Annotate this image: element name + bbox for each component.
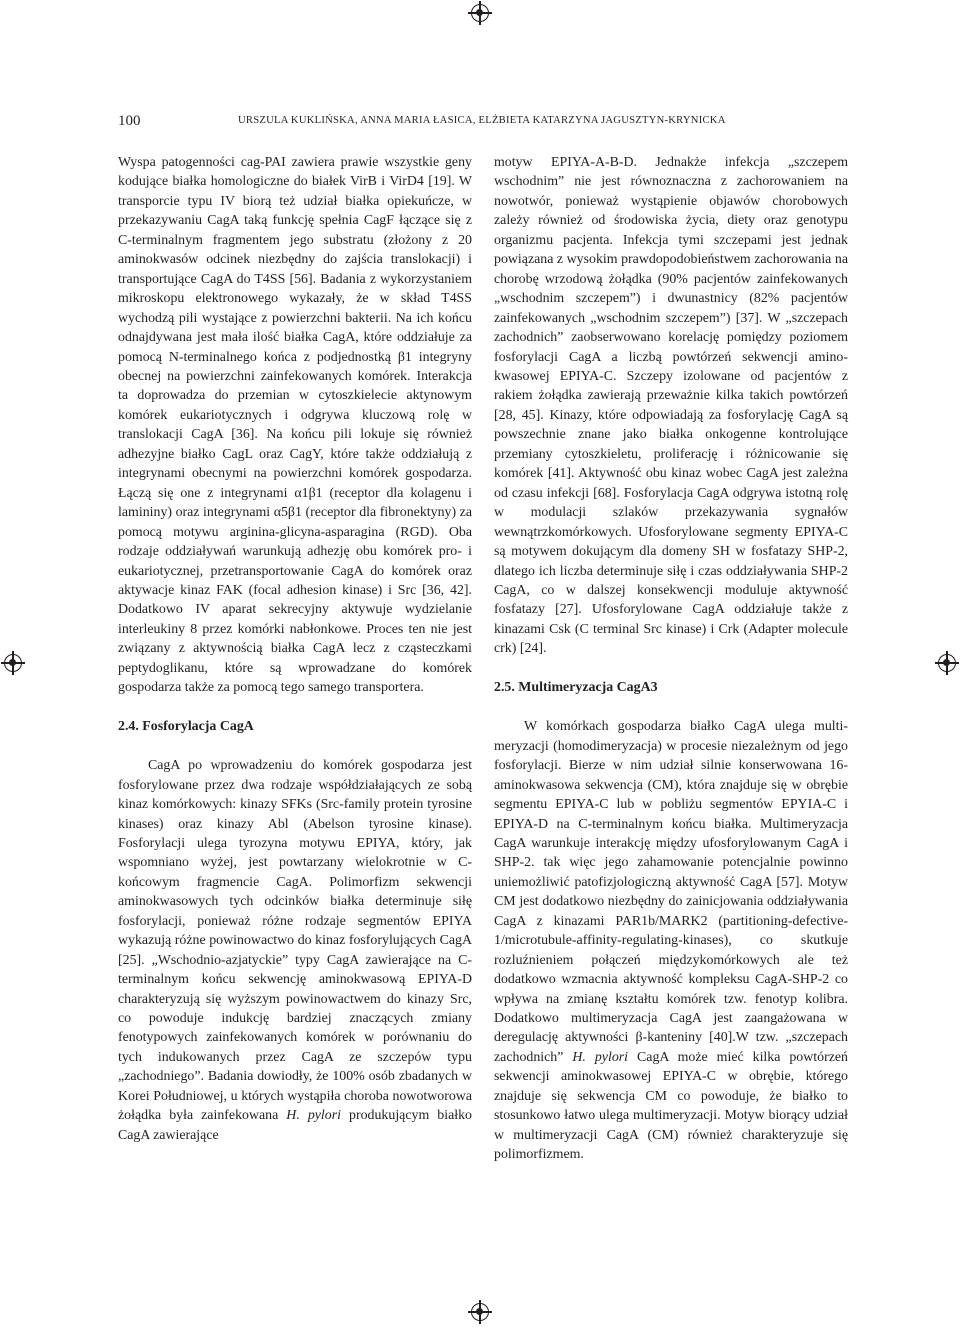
running-header [118,113,842,133]
body-paragraph: Wyspa patogenności cag-PAI zawiera prawie wszystkie geny kodujące białka homologiczne do białek VirB i VirD4 [19]. W transporcie typu IV biorą też udział białka opiekuńcze, w przekazywaniu CagA taką funkcję spełnia CagF łączące się z C-terminalnym fragmentem jego substratu (złożony z 20 aminokwasów odcinek niezbędny do zajścia translokacji) i transportujące CagA do T4SS [56]. Badania z wykorzystaniem mikroskopu elektronowego wykazały, że w skład T4SS wychodzą pili wystające z powierzchni bakterii. Na ich końcu odnajdywana jest mała ilość białka CagA, które oddziałuje za pomocą N-terminalnego końca z podjednostką β1 integryny obecnej na powierzchni zainfekowanych komórek. Interakcja ta doprowadza do przemian w cytoszkielecie aktynowym komórek eukariotycznych i odgrywa kluczową rolę w translokacji CagA [36]. Na końcu pili lokuje się również adhezyjne białko CagL oraz CagY, które także oddziałują z integrynami obecnymi na powierzchni komórek gospodarza. Łączą się one z integrynami α1β1 (receptor dla kolagenu i lamininy) oraz integrynami α5β1 (receptor dla fibronektyny) za pomocą motywu arginina-glicyna-asparagina (RGD). Oba rodzaje oddziaływań warunkują adhezję obu komórek pro- i eukariotycznej, przetransportowanie CagA do komórek oraz aktywacje kinaz FAK (focal adhesion kinase) i Src [36, 42]. Dodatkowo IV aparat sekrecyjny aktywuje wydzielanie interleukiny 8 przez komórki nabłonkowe. Proces ten nie jest związany z aktywnością białka CagA lecz z cząsteczkami peptydoglikanu, które są wprowadzane do komórek gospodarza także za pomocą tego samego transportera. [118,155,472,696]
left-column [118,153,472,1145]
species-name: H. pylori [572,1049,629,1065]
registration-mark-top [471,4,489,22]
registration-mark-left [4,654,22,672]
section-heading-2-4: 2.4. Fosforylacja CagA [118,719,254,735]
page-number: 100 [118,113,141,129]
species-name: H. pylori [286,1108,341,1124]
body-paragraph: CagA po wprowadzeniu do komórek gospodarza jest fosforylowane przez dwa rodzaje współdziałających ze sobą kinaz komórkowych: kinazy SFKs (Src-family protein tyrosine kinases) oraz kinazy Abl (Abelson tyrosine kinase). Fosforylacji ulega tyrozyna motywu EPIYA, który, jak wspomniano wyżej, jest powtarzany wielokrotnie w C-końcowym fragmencie CagA. Polimorfizm sekwencji aminokwasowych tych odcinków białka determinuje siłę fosforylacji, ponieważ różne rodzaje segmentów EPIYA wykazują różne powinowactwo do kinaz fosforylujących CagA [25]. „Wschodnio-azjatyckie” typy CagA zawierające na C-terminalnym końcu sekwencję aminokwasową EPIYA-D charakteryzują się wyższym powinowactwem do kinazy Src, co powoduje indukcję bardziej znaczących zmiany fenotypowych zainfekowanych komórek w porównaniu do tych indukowanych przez CagA ze szczepów typu „zachodniego”. Badania dowiodły, że 100% osób zbadanych w Korei Południowej, u których wystąpiła choroba nowotworowa żołądka była zainfekowana H. pylori produkującym białko CagA zawierające [118,758,472,1143]
registration-mark-right [938,654,956,672]
right-column [494,153,848,1165]
author-list: URSZULA KUKLIŃSKA, ANNA MARIA ŁASICA, ELŻBIETA KATARZYNA JAGUSZTYN-KRYNICKA [238,115,726,126]
body-paragraph: motyw EPIYA-A-B-D. Jednakże infekcja „szczepem wschodnim” nie jest równoznaczna z zachorowaniem na nowotwór, ponieważ wystąpienie objawów chorobowych zależy również od środowiska życia, diety oraz genotypu organizmu pacjenta. Infekcja tymi szczepami jest jednak powiązana z wysokim prawdopodobieństwem zachorowania na chorobę wrzodową żołądka (90% pacjentów zainfekowanych „wschodnim szczepem”) i dwunastnicy (82% pacjentów zainfekowanych „wschodnim szczepem”) [37]. W „szczepach zachodnich” zaobserwowano korelację pomiędzy poziomem fosforylacji CagA a liczbą powtórzeń sekwencji aminokwasowej EPIYA-C. Szczepy izolowane od pacjentów z rakiem żołądka zawierają przeważnie kilka takich powtórzeń [28, 45]. Kinazy, które odpowiadają za fosforylację CagA są powszechnie znane jako białka onkogenne kontrolujące przemiany cytoszkieletu, proliferację i różnicowanie się komórek [41]. Aktywność obu kinaz wobec CagA jest zależna od czasu infekcji [68]. Fosforylacja CagA odgrywa istotną rolę w modulacji szlaków przekazywania sygnałów wewnątrzkomórkowych. Ufosforylowane segmenty EPIYA-C są motywem dokującym dla domeny SH w fosfatazy SHP-2, dlatego ich liczba determinuje siłę i czas oddziaływania SHP-2 CagA, co w dalszej konsekwencji moduluje aktywność fosfatazy [27]. Ufosforylowane CagA oddziałuje także z kinazami Csk (C terminal Src kinase) i Crk (Adapter molecule crk) [24]. [494,155,848,657]
registration-mark-bottom [471,1303,489,1321]
body-paragraph: W komórkach gospodarza białko CagA ulega multimeryzacji (homodimeryzacja) w procesie niezależnym od jego fosforylacji. Bierze w nim udział silnie konserwowana 16-aminokwasowa sekwencja (CM), która znajduje się w obrębie segmentu EPIYA-C lub w pobliżu segmentów EPYIA-C i EPIYA-D na C-terminalnym końcu białka. Multimeryzacja CagA warunkuje interakcję między ufosforylowanym CagA i SHP-2. tak więc jego zahamowanie potencjalnie powinno uniemożliwić patofizjologiczną aktywność CagA [57]. Motyw CM jest dodatkowo niezbędny do zainicjowania oddziaływania CagA z kinazami PAR1b/MARK2 (partitioning-defective-1/microtubule-affinity-regulating-kinases), co skutkuje rozluźnieniem połączeń międzykomórkowych ale też dodatkowo wzmacnia aktywność kompleksu CagA-SHP-2 co wpływa na zmianę kształtu komórek tzw. fenotyp kolibra. Dodatkowo multimeryzacja CagA jest zaangażowana w deregulację aktywności β-kanteniny [40].W tzw. „szczepach zachodnich” H. pylori CagA może mieć kilka powtórzeń sekwencji aminokwasowej EPIYA-C w obrębie, którego znajduje się sekwencja CM co powoduje, że białko to stosunkowo łatwo ulega multimeryzacji. Motyw biorący udział w multimeryzacji CagA (CM) również charakteryzuje się polimorfizmem. [494,719,848,1163]
section-heading-2-5: 2.5. Multimeryzacja CagA3 [494,680,658,696]
